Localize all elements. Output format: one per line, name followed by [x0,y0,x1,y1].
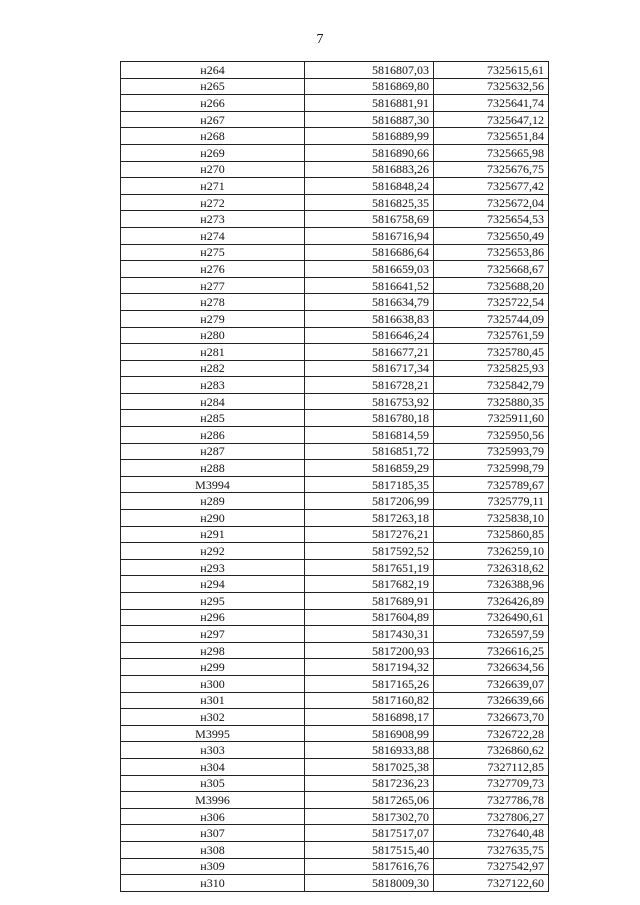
table-row [121,460,549,477]
y-coordinate-cell: 7326639,66 [434,692,549,709]
table-row [121,476,549,493]
x-coordinate-cell: 5816780,18 [305,410,434,427]
x-coordinate-cell: 5817194,32 [305,659,434,676]
x-coordinate-cell: 5816717,34 [305,360,434,377]
y-coordinate-cell: 7326259,10 [434,543,549,560]
y-coordinate-cell: 7325615,61 [434,62,549,79]
table-row [121,211,549,228]
point-name-cell: н289 [121,493,305,510]
table-row [121,692,549,709]
y-coordinate-cell: 7327542,97 [434,858,549,875]
x-coordinate-cell: 5817517,07 [305,825,434,842]
point-name-cell: н269 [121,144,305,161]
y-coordinate-cell: 7326860,62 [434,742,549,759]
table-row [121,178,549,195]
x-coordinate-cell: 5817276,21 [305,526,434,543]
x-coordinate-cell: 5816883,26 [305,161,434,178]
y-coordinate-cell: 7325688,20 [434,277,549,294]
point-name-cell: н295 [121,593,305,610]
x-coordinate-cell: 5817263,18 [305,510,434,527]
point-name-cell: н276 [121,261,305,278]
point-name-cell: н310 [121,875,305,892]
x-coordinate-cell: 5816881,91 [305,95,434,112]
point-name-cell: н270 [121,161,305,178]
table-row [121,875,549,892]
x-coordinate-cell: 5817200,93 [305,642,434,659]
y-coordinate-cell: 7325672,04 [434,194,549,211]
x-coordinate-cell: 5816659,03 [305,261,434,278]
point-name-cell: н290 [121,510,305,527]
y-coordinate-cell: 7325789,67 [434,476,549,493]
x-coordinate-cell: 5817025,38 [305,758,434,775]
x-coordinate-cell: 5816677,21 [305,344,434,361]
table-row [121,593,549,610]
table-row [121,377,549,394]
x-coordinate-cell: 5817265,06 [305,792,434,809]
table-row [121,742,549,759]
table-row [121,808,549,825]
table-row [121,227,549,244]
point-name-cell: н273 [121,211,305,228]
x-coordinate-cell: 5816898,17 [305,709,434,726]
y-coordinate-cell: 7325641,74 [434,95,549,112]
coordinates-table-body [121,62,549,892]
x-coordinate-cell: 5817651,19 [305,559,434,576]
table-row [121,310,549,327]
y-coordinate-cell: 7325860,85 [434,526,549,543]
x-coordinate-cell: 5816859,29 [305,460,434,477]
x-coordinate-cell: 5817236,23 [305,775,434,792]
table-row [121,62,549,79]
y-coordinate-cell: 7327635,75 [434,841,549,858]
point-name-cell: н296 [121,609,305,626]
table-row [121,559,549,576]
y-coordinate-cell: 7325647,12 [434,111,549,128]
point-name-cell: М3995 [121,725,305,742]
point-name-cell: н298 [121,642,305,659]
y-coordinate-cell: 7327640,48 [434,825,549,842]
point-name-cell: н293 [121,559,305,576]
table-row [121,144,549,161]
table-row [121,792,549,809]
x-coordinate-cell: 5816646,24 [305,327,434,344]
point-name-cell: н309 [121,858,305,875]
table-row [121,841,549,858]
point-name-cell: н304 [121,758,305,775]
point-name-cell: н308 [121,841,305,858]
table-row [121,543,549,560]
y-coordinate-cell: 7325838,10 [434,510,549,527]
point-name-cell: н285 [121,410,305,427]
point-name-cell: н302 [121,709,305,726]
x-coordinate-cell: 5817592,52 [305,543,434,560]
table-row [121,244,549,261]
x-coordinate-cell: 5816908,99 [305,725,434,742]
table-row [121,659,549,676]
y-coordinate-cell: 7325654,53 [434,211,549,228]
point-name-cell: н281 [121,344,305,361]
x-coordinate-cell: 5816814,59 [305,427,434,444]
y-coordinate-cell: 7325651,84 [434,128,549,145]
y-coordinate-cell: 7326490,61 [434,609,549,626]
point-name-cell: н277 [121,277,305,294]
table-row [121,161,549,178]
y-coordinate-cell: 7325668,67 [434,261,549,278]
table-row [121,128,549,145]
table-row [121,493,549,510]
table-row [121,775,549,792]
y-coordinate-cell: 7327112,85 [434,758,549,775]
point-name-cell: н272 [121,194,305,211]
table-row [121,675,549,692]
x-coordinate-cell: 5817430,31 [305,626,434,643]
table-row [121,576,549,593]
table-row [121,344,549,361]
y-coordinate-cell: 7326722,28 [434,725,549,742]
x-coordinate-cell: 5817185,35 [305,476,434,493]
y-coordinate-cell: 7325653,86 [434,244,549,261]
point-name-cell: н284 [121,393,305,410]
y-coordinate-cell: 7326639,07 [434,675,549,692]
y-coordinate-cell: 7326388,96 [434,576,549,593]
table-row [121,526,549,543]
x-coordinate-cell: 5817515,40 [305,841,434,858]
table-row [121,294,549,311]
y-coordinate-cell: 7325950,56 [434,427,549,444]
y-coordinate-cell: 7325632,56 [434,78,549,95]
y-coordinate-cell: 7325744,09 [434,310,549,327]
table-row [121,626,549,643]
table-row [121,410,549,427]
x-coordinate-cell: 5816807,03 [305,62,434,79]
point-name-cell: н299 [121,659,305,676]
table-row [121,78,549,95]
point-name-cell: н294 [121,576,305,593]
table-row [121,642,549,659]
point-name-cell: М3994 [121,476,305,493]
x-coordinate-cell: 5817616,76 [305,858,434,875]
y-coordinate-cell: 7326634,56 [434,659,549,676]
x-coordinate-cell: 5817689,91 [305,593,434,610]
x-coordinate-cell: 5818009,30 [305,875,434,892]
y-coordinate-cell: 7325911,60 [434,410,549,427]
x-coordinate-cell: 5816887,30 [305,111,434,128]
y-coordinate-cell: 7326673,70 [434,709,549,726]
y-coordinate-cell: 7327709,73 [434,775,549,792]
table-row [121,360,549,377]
y-coordinate-cell: 7326318,62 [434,559,549,576]
table-row [121,277,549,294]
point-name-cell: н265 [121,78,305,95]
y-coordinate-cell: 7325665,98 [434,144,549,161]
y-coordinate-cell: 7326616,25 [434,642,549,659]
point-name-cell: н264 [121,62,305,79]
point-name-cell: н280 [121,327,305,344]
point-name-cell: н266 [121,95,305,112]
point-name-cell: н283 [121,377,305,394]
table-row [121,261,549,278]
table-row [121,95,549,112]
table-row [121,725,549,742]
x-coordinate-cell: 5816825,35 [305,194,434,211]
x-coordinate-cell: 5817206,99 [305,493,434,510]
y-coordinate-cell: 7325779,11 [434,493,549,510]
point-name-cell: н287 [121,443,305,460]
table-row [121,443,549,460]
y-coordinate-cell: 7325677,42 [434,178,549,195]
point-name-cell: н300 [121,675,305,692]
point-name-cell: н279 [121,310,305,327]
table-row [121,609,549,626]
y-coordinate-cell: 7325650,49 [434,227,549,244]
point-name-cell: н274 [121,227,305,244]
y-coordinate-cell: 7325825,93 [434,360,549,377]
table-row [121,327,549,344]
point-name-cell: н275 [121,244,305,261]
point-name-cell: н292 [121,543,305,560]
x-coordinate-cell: 5816728,21 [305,377,434,394]
point-name-cell: н268 [121,128,305,145]
y-coordinate-cell: 7327806,27 [434,808,549,825]
y-coordinate-cell: 7325722,54 [434,294,549,311]
table-row [121,758,549,775]
x-coordinate-cell: 5816889,99 [305,128,434,145]
x-coordinate-cell: 5817682,19 [305,576,434,593]
point-name-cell: н303 [121,742,305,759]
point-name-cell: М3996 [121,792,305,809]
y-coordinate-cell: 7325842,79 [434,377,549,394]
point-name-cell: н301 [121,692,305,709]
x-coordinate-cell: 5816753,92 [305,393,434,410]
x-coordinate-cell: 5816686,64 [305,244,434,261]
table-row [121,825,549,842]
x-coordinate-cell: 5816933,88 [305,742,434,759]
table-row [121,427,549,444]
x-coordinate-cell: 5816638,83 [305,310,434,327]
y-coordinate-cell: 7327786,78 [434,792,549,809]
point-name-cell: н297 [121,626,305,643]
page-number: 7 [316,32,324,47]
point-name-cell: н282 [121,360,305,377]
point-name-cell: н271 [121,178,305,195]
y-coordinate-cell: 7325993,79 [434,443,549,460]
table-row [121,709,549,726]
y-coordinate-cell: 7325998,79 [434,460,549,477]
x-coordinate-cell: 5816848,24 [305,178,434,195]
y-coordinate-cell: 7326597,59 [434,626,549,643]
table-row [121,393,549,410]
x-coordinate-cell: 5817165,26 [305,675,434,692]
x-coordinate-cell: 5816851,72 [305,443,434,460]
point-name-cell: н278 [121,294,305,311]
x-coordinate-cell: 5817160,82 [305,692,434,709]
point-name-cell: н291 [121,526,305,543]
point-name-cell: н286 [121,427,305,444]
x-coordinate-cell: 5816634,79 [305,294,434,311]
coordinates-table [120,61,549,892]
point-name-cell: н288 [121,460,305,477]
y-coordinate-cell: 7325880,35 [434,393,549,410]
y-coordinate-cell: 7326426,89 [434,593,549,610]
y-coordinate-cell: 7325780,45 [434,344,549,361]
x-coordinate-cell: 5817302,70 [305,808,434,825]
point-name-cell: н306 [121,808,305,825]
x-coordinate-cell: 5816869,80 [305,78,434,95]
point-name-cell: н305 [121,775,305,792]
y-coordinate-cell: 7327122,60 [434,875,549,892]
x-coordinate-cell: 5816758,69 [305,211,434,228]
x-coordinate-cell: 5816641,52 [305,277,434,294]
x-coordinate-cell: 5817604,89 [305,609,434,626]
x-coordinate-cell: 5816890,66 [305,144,434,161]
point-name-cell: н307 [121,825,305,842]
table-row [121,111,549,128]
table-row [121,858,549,875]
table-row [121,194,549,211]
point-name-cell: н267 [121,111,305,128]
x-coordinate-cell: 5816716,94 [305,227,434,244]
y-coordinate-cell: 7325676,75 [434,161,549,178]
y-coordinate-cell: 7325761,59 [434,327,549,344]
table-row [121,510,549,527]
